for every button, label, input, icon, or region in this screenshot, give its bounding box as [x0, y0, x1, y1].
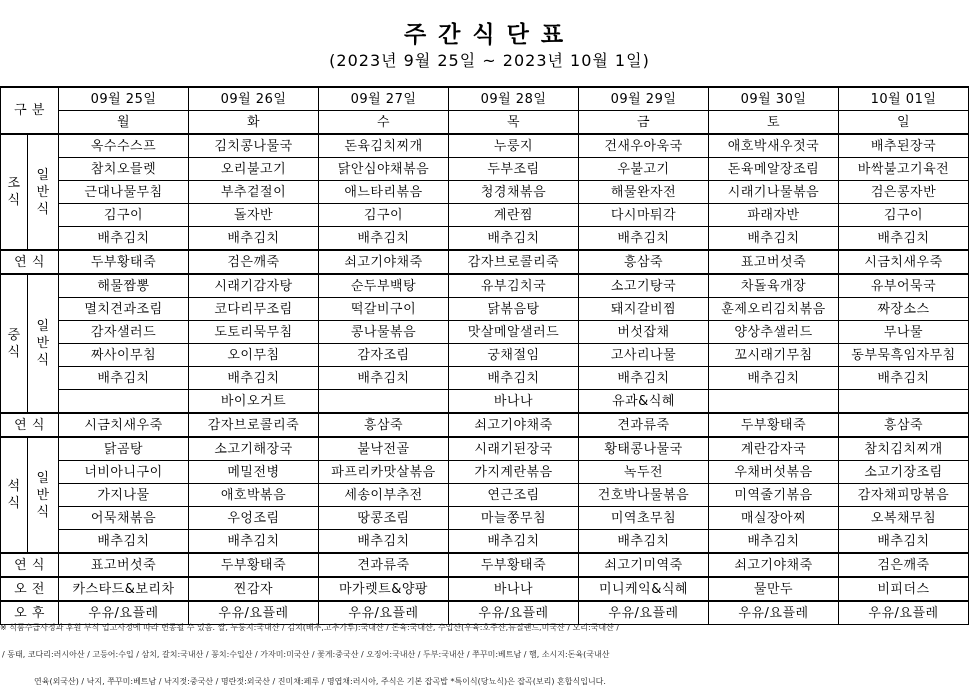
snack-morning-cell: 찐감자 [189, 577, 319, 601]
dinner-porridge-cell: 검은깨죽 [839, 553, 969, 577]
lunch-label-general-char: 일 [36, 319, 50, 334]
lunch-item-cell: 해물짬뽕 [59, 274, 189, 298]
breakfast-row [1, 181, 969, 204]
breakfast-row [1, 227, 969, 251]
header-day-cell: 화 [189, 111, 319, 135]
origin-note-line-1: ※ 식품수급사정과 후원 부식 입고사정에 따라 변동될 수 있음. 쌀, 누룽지:국내산 / 김치(배추,고추가루):국내산 / 돈육:국내산, 수입산(우육:호주산,뉴질랜드,미국산 / 오리:국내산 / [0, 623, 620, 632]
dinner-item-cell: 우채버섯볶음 [709, 461, 839, 484]
lunch-item-cell: 버섯잡채 [579, 321, 709, 344]
lunch-item-cell: 유부어묵국 [839, 274, 969, 298]
breakfast-porridge-cell: 감자브로콜리죽 [449, 250, 579, 274]
breakfast-label-general-char: 일 [36, 167, 50, 183]
lunch-item-cell: 고사리나물 [579, 344, 709, 367]
header-day-cell: 수 [319, 111, 449, 135]
breakfast-item-cell: 김구이 [59, 204, 189, 227]
dinner-label-general-char: 식 [36, 504, 50, 520]
lunch-item-cell [319, 390, 449, 414]
lunch-item-cell: 배추김치 [59, 367, 189, 390]
lunch-porridge-row [1, 413, 969, 437]
snack-afternoon-cell: 우유/요플레 [709, 601, 839, 625]
dinner-item-cell: 땅콩조림 [319, 507, 449, 530]
breakfast-item-cell: 두부조림 [449, 158, 579, 181]
snack-morning-cell: 마가렛트&양팡 [319, 577, 449, 601]
dinner-row [1, 437, 969, 461]
dinner-item-cell: 오복채무침 [839, 507, 969, 530]
lunch-item-cell: 멸치견과조림 [59, 298, 189, 321]
lunch-item-cell: 배추김치 [189, 367, 319, 390]
breakfast-item-cell: 김구이 [839, 204, 969, 227]
dinner-item-cell: 소고기장조림 [839, 461, 969, 484]
snack-morning-row [1, 577, 969, 601]
breakfast-item-cell: 시래기나물볶음 [709, 181, 839, 204]
breakfast-porridge-cell: 두부황태죽 [59, 250, 189, 274]
breakfast-item-cell: 바싹불고기육전 [839, 158, 969, 181]
breakfast-item-cell: 참치오믈렛 [59, 158, 189, 181]
lunch-porridge-cell: 감자브로콜리죽 [189, 413, 319, 437]
breakfast-item-cell: 배추김치 [449, 227, 579, 251]
breakfast-item-cell: 계란찜 [449, 204, 579, 227]
dinner-label-general [28, 437, 59, 553]
dinner-row [1, 461, 969, 484]
lunch-item-cell: 짜사이무침 [59, 344, 189, 367]
lunch-item-cell: 콩나물볶음 [319, 321, 449, 344]
lunch-item-cell: 맛살메알샐러드 [449, 321, 579, 344]
lunch-item-cell: 유부김치국 [449, 274, 579, 298]
breakfast-item-cell: 닭안심야채볶음 [319, 158, 449, 181]
lunch-porridge-cell: 쇠고기야채죽 [449, 413, 579, 437]
lunch-item-cell: 바나나 [449, 390, 579, 414]
breakfast-row [1, 204, 969, 227]
breakfast-item-cell: 배추김치 [579, 227, 709, 251]
header-date-cell: 09월 30일 [709, 87, 839, 111]
dinner-item-cell: 황태콩나물국 [579, 437, 709, 461]
breakfast-porridge-cell: 흥삼죽 [579, 250, 709, 274]
dinner-porridge-cell: 쇠고기미역죽 [579, 553, 709, 577]
snack-afternoon-label: 오 후 [1, 601, 59, 625]
lunch-item-cell: 차돌육개장 [709, 274, 839, 298]
breakfast-item-cell: 돈육김치찌개 [319, 134, 449, 158]
breakfast-label-general-char: 반 [36, 184, 50, 200]
breakfast-porridge-cell: 표고버섯죽 [709, 250, 839, 274]
dinner-item-cell: 애호박볶음 [189, 484, 319, 507]
lunch-item-cell: 무나물 [839, 321, 969, 344]
menu-period: (2023년 9월 25일 ~ 2023년 10월 1일) [329, 51, 650, 70]
dinner-porridge-cell: 두부황태죽 [189, 553, 319, 577]
dinner-item-cell: 배추김치 [579, 530, 709, 554]
breakfast-label-general-char: 식 [36, 201, 50, 217]
lunch-item-cell: 순두부백탕 [319, 274, 449, 298]
breakfast-item-cell: 애느타리볶음 [319, 181, 449, 204]
lunch-porridge-cell: 흥삼죽 [319, 413, 449, 437]
lunch-item-cell: 궁채절임 [449, 344, 579, 367]
page-title: 주간식단표 [403, 22, 576, 48]
lunch-item-cell: 닭볶음탕 [449, 298, 579, 321]
dinner-item-cell: 배추김치 [319, 530, 449, 554]
header-gubun: 구 분 [1, 87, 59, 134]
snack-afternoon-cell: 우유/요플레 [319, 601, 449, 625]
lunch-item-cell [709, 390, 839, 414]
breakfast-porridge-label: 연 식 [1, 250, 59, 274]
breakfast-item-cell: 배추김치 [709, 227, 839, 251]
dinner-porridge-label: 연 식 [1, 553, 59, 577]
breakfast-row [1, 134, 969, 158]
lunch-item-cell: 훈제오리김치볶음 [709, 298, 839, 321]
origin-note-line-2: / 동태, 코다리:러시아산 / 고등어:수입 / 삼치, 갈치:국내산 / 꽁치:수입산 / 가자미:미국산 / 꽃게:중국산 / 오징어:국내산 / 두부:국내산 / 쭈꾸미:베트남 / 햄, 소시지:돈육(국내산 [2, 650, 610, 659]
dinner-row [1, 507, 969, 530]
lunch-label [1, 274, 28, 413]
dinner-item-cell: 파프리카맛살볶음 [319, 461, 449, 484]
dinner-item-cell: 시래기된장국 [449, 437, 579, 461]
dinner-item-cell: 계란감자국 [709, 437, 839, 461]
lunch-porridge-label: 연 식 [1, 413, 59, 437]
breakfast-item-cell: 돈육메알장조림 [709, 158, 839, 181]
dinner-porridge-row [1, 553, 969, 577]
dinner-item-cell: 불낙전골 [319, 437, 449, 461]
header-date-cell: 09월 25일 [59, 87, 189, 111]
dinner-item-cell: 너비아니구이 [59, 461, 189, 484]
dinner-item-cell: 우엉조림 [189, 507, 319, 530]
lunch-row [1, 274, 969, 298]
origin-notes [0, 614, 979, 695]
lunch-item-cell: 배추김치 [839, 367, 969, 390]
header-day-cell: 월 [59, 111, 189, 135]
weekly-menu-table [0, 86, 969, 625]
breakfast-item-cell: 해물완자전 [579, 181, 709, 204]
breakfast-item-cell: 배추김치 [839, 227, 969, 251]
header-date-cell: 10월 01일 [839, 87, 969, 111]
dinner-item-cell: 소고기해장국 [189, 437, 319, 461]
breakfast-label [1, 134, 28, 250]
breakfast-item-cell: 근대나물무침 [59, 181, 189, 204]
dinner-label-general-char: 반 [36, 487, 50, 503]
dinner-porridge-cell: 쇠고기야채죽 [709, 553, 839, 577]
header-day-cell: 일 [839, 111, 969, 135]
lunch-item-cell: 짜장소스 [839, 298, 969, 321]
lunch-item-cell: 배추김치 [449, 367, 579, 390]
header-date-cell: 09월 28일 [449, 87, 579, 111]
breakfast-row [1, 158, 969, 181]
lunch-porridge-cell: 시금치새우죽 [59, 413, 189, 437]
lunch-item-cell: 바이오거트 [189, 390, 319, 414]
dinner-porridge-cell: 표고버섯죽 [59, 553, 189, 577]
header-date-cell: 09월 29일 [579, 87, 709, 111]
dinner-item-cell: 가지계란볶음 [449, 461, 579, 484]
lunch-label-general-char: 식 [36, 353, 50, 368]
lunch-label-general [28, 274, 59, 413]
lunch-porridge-cell: 견과류죽 [579, 413, 709, 437]
snack-afternoon-cell: 우유/요플레 [579, 601, 709, 625]
lunch-item-cell: 배추김치 [319, 367, 449, 390]
snack-morning-label: 오 전 [1, 577, 59, 601]
dinner-item-cell: 감자채피망볶음 [839, 484, 969, 507]
lunch-item-cell [59, 390, 189, 414]
lunch-item-cell: 양상추샐러드 [709, 321, 839, 344]
lunch-item-cell [839, 390, 969, 414]
lunch-porridge-cell: 흥삼죽 [839, 413, 969, 437]
breakfast-porridge-cell: 쇠고기야채죽 [319, 250, 449, 274]
breakfast-label-char: 식 [7, 193, 21, 208]
lunch-item-cell: 배추김치 [579, 367, 709, 390]
breakfast-label-char: 조 [7, 176, 21, 191]
header-day-cell: 토 [709, 111, 839, 135]
dinner-porridge-cell: 두부황태죽 [449, 553, 579, 577]
dinner-item-cell: 닭곰탕 [59, 437, 189, 461]
lunch-item-cell: 동부묵흑임자무침 [839, 344, 969, 367]
lunch-row [1, 390, 969, 414]
dinner-item-cell: 참치김치찌개 [839, 437, 969, 461]
breakfast-item-cell: 파래자반 [709, 204, 839, 227]
breakfast-item-cell: 청경채볶음 [449, 181, 579, 204]
dinner-label-char: 석 [7, 479, 21, 494]
dinner-item-cell: 배추김치 [59, 530, 189, 554]
origin-note-line-3: 연육(외국산) / 낙지, 쭈꾸미:베트남 / 낙지젓:중국산 / 명란젓:외국산 / 진미채:페루 / 명엽채:러시아, 주식은 기본 잡곡밥 *특이식(당뇨식)은 잡곡(보리) 혼합식입니다. [34, 677, 606, 686]
dinner-item-cell: 연근조림 [449, 484, 579, 507]
dinner-label-char: 식 [7, 496, 21, 511]
header-day-row [1, 111, 969, 135]
lunch-item-cell: 코다리무조림 [189, 298, 319, 321]
dinner-item-cell: 배추김치 [839, 530, 969, 554]
lunch-item-cell: 배추김치 [709, 367, 839, 390]
dinner-item-cell: 메밀전병 [189, 461, 319, 484]
lunch-item-cell: 감자샐러드 [59, 321, 189, 344]
snack-morning-cell: 물만두 [709, 577, 839, 601]
lunch-item-cell: 소고기탕국 [579, 274, 709, 298]
header-date-row [1, 87, 969, 111]
breakfast-item-cell: 건새우아욱국 [579, 134, 709, 158]
lunch-porridge-cell: 두부황태죽 [709, 413, 839, 437]
breakfast-label-general [28, 134, 59, 250]
breakfast-porridge-cell: 시금치새우죽 [839, 250, 969, 274]
dinner-item-cell: 미역초무침 [579, 507, 709, 530]
dinner-item-cell: 배추김치 [189, 530, 319, 554]
lunch-item-cell: 유과&식혜 [579, 390, 709, 414]
dinner-row [1, 530, 969, 554]
dinner-porridge-cell: 견과류죽 [319, 553, 449, 577]
header-day-cell: 금 [579, 111, 709, 135]
lunch-row [1, 344, 969, 367]
snack-afternoon-cell: 우유/요플레 [449, 601, 579, 625]
dinner-label [1, 437, 28, 553]
breakfast-porridge-cell: 검은깨죽 [189, 250, 319, 274]
breakfast-item-cell: 돌자반 [189, 204, 319, 227]
dinner-item-cell: 매실장아찌 [709, 507, 839, 530]
lunch-item-cell: 도토리묵무침 [189, 321, 319, 344]
breakfast-item-cell: 부추겉절이 [189, 181, 319, 204]
lunch-label-char: 중 [7, 327, 21, 343]
dinner-item-cell: 건호박나물볶음 [579, 484, 709, 507]
lunch-item-cell: 돼지갈비찜 [579, 298, 709, 321]
lunch-item-cell: 감자조림 [319, 344, 449, 367]
snack-morning-cell: 카스타드&보리차 [59, 577, 189, 601]
breakfast-porridge-row [1, 250, 969, 274]
snack-morning-cell: 바나나 [449, 577, 579, 601]
dinner-item-cell: 가지나물 [59, 484, 189, 507]
dinner-item-cell: 세송이부추전 [319, 484, 449, 507]
breakfast-item-cell: 누룽지 [449, 134, 579, 158]
breakfast-item-cell: 배추김치 [59, 227, 189, 251]
dinner-item-cell: 배추김치 [709, 530, 839, 554]
breakfast-item-cell: 검은콩자반 [839, 181, 969, 204]
breakfast-item-cell: 김치콩나물국 [189, 134, 319, 158]
snack-morning-cell: 미니케익&식혜 [579, 577, 709, 601]
dinner-item-cell: 배추김치 [449, 530, 579, 554]
breakfast-item-cell: 김구이 [319, 204, 449, 227]
header-date-cell: 09월 27일 [319, 87, 449, 111]
dinner-row [1, 484, 969, 507]
lunch-item-cell: 꼬시래기무침 [709, 344, 839, 367]
breakfast-item-cell: 배추된장국 [839, 134, 969, 158]
lunch-item-cell: 시래기감자탕 [189, 274, 319, 298]
breakfast-item-cell: 배추김치 [319, 227, 449, 251]
breakfast-item-cell: 애호박새우젓국 [709, 134, 839, 158]
lunch-label-char: 식 [7, 344, 21, 360]
lunch-item-cell: 떡갈비구이 [319, 298, 449, 321]
breakfast-item-cell: 배추김치 [189, 227, 319, 251]
dinner-label-general-char: 일 [36, 470, 50, 486]
dinner-item-cell: 녹두전 [579, 461, 709, 484]
dinner-item-cell: 마늘쫑무침 [449, 507, 579, 530]
snack-afternoon-cell: 우유/요플레 [839, 601, 969, 625]
breakfast-item-cell: 다시마튀각 [579, 204, 709, 227]
header-day-cell: 목 [449, 111, 579, 135]
lunch-row [1, 298, 969, 321]
breakfast-item-cell: 옥수수스프 [59, 134, 189, 158]
lunch-row [1, 321, 969, 344]
snack-afternoon-cell: 우유/요플레 [59, 601, 189, 625]
lunch-row [1, 367, 969, 390]
snack-afternoon-cell: 우유/요플레 [189, 601, 319, 625]
snack-morning-cell: 비피더스 [839, 577, 969, 601]
lunch-label-general-char: 반 [36, 336, 50, 351]
dinner-item-cell: 미역줄기볶음 [709, 484, 839, 507]
lunch-item-cell: 오이무침 [189, 344, 319, 367]
header-date-cell: 09월 26일 [189, 87, 319, 111]
dinner-item-cell: 어묵채볶음 [59, 507, 189, 530]
breakfast-item-cell: 오리불고기 [189, 158, 319, 181]
breakfast-item-cell: 우불고기 [579, 158, 709, 181]
